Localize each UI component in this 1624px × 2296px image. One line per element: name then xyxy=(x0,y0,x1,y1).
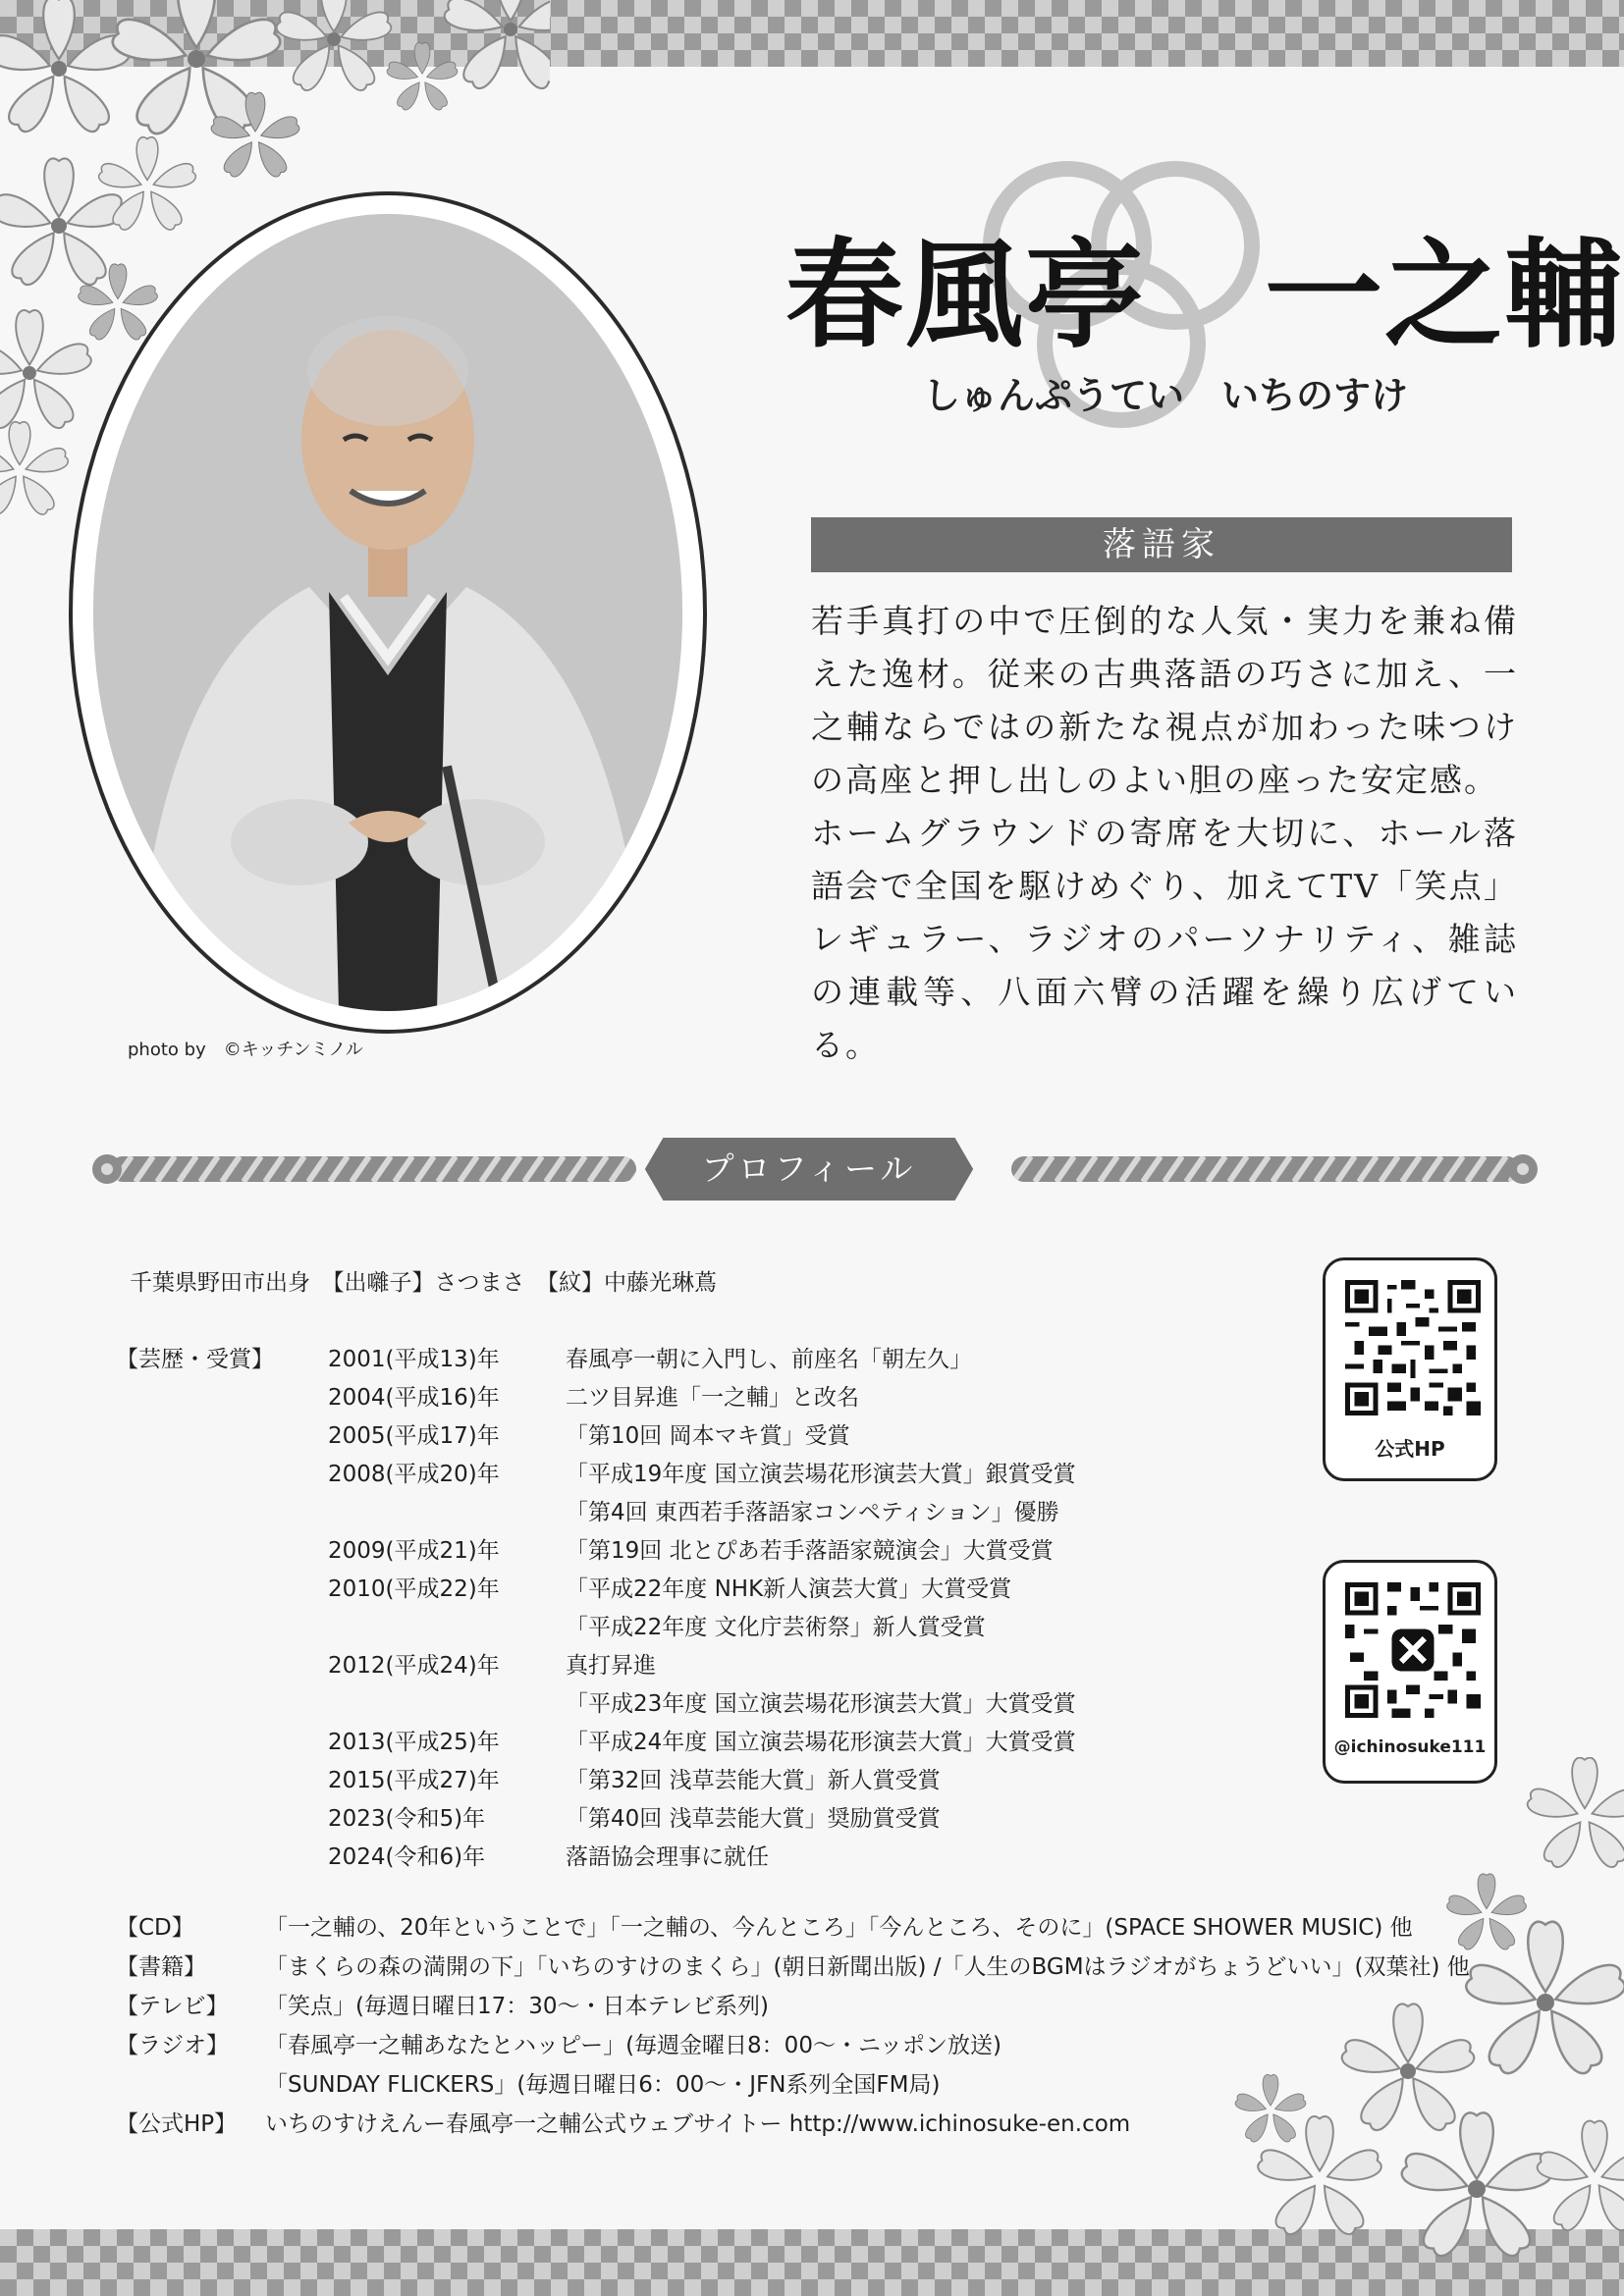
performer-name-reading: しゅんぷうてい いちのすけ xyxy=(923,373,1409,417)
introduction-paragraph: 若手真打の中で圧倒的な人気・実力を兼ね備えた逸材。従来の古典落語の巧さに加え、一之輔ならではの新たな視点が加わった味つけの高座と押し出しのよい胆の座った安定感。 xyxy=(811,602,1518,799)
cherry-blossom-bottom-right-decoration xyxy=(1231,1757,1624,2296)
portrait-photo xyxy=(93,214,682,1011)
qr-code-icon xyxy=(1345,1582,1481,1718)
x-account-qr-caption: @ichinosuke111 xyxy=(1333,1737,1487,1757)
performer-name: 春風亭 一之輔 xyxy=(785,226,1624,364)
profile-heading xyxy=(642,1135,976,1203)
introduction-paragraph: ホームグラウンドの寄席を大切に、ホール落語会で全国を駆けめぐり、加えてTV「笑点」レギュラー、ラジオのパーソナリティ、雑誌の連載等、八面六臂の活躍を繰り広げている。 xyxy=(811,814,1518,1064)
official-site-qr-card[interactable] xyxy=(1323,1257,1497,1481)
rope-divider-right xyxy=(1011,1152,1540,1186)
role-banner: 落語家 xyxy=(811,517,1512,572)
official-site-qr-caption: 公式HP xyxy=(1375,1437,1445,1461)
x-account-qr-card[interactable] xyxy=(1323,1560,1497,1784)
profile-heading-label: プロフィール xyxy=(701,1149,917,1188)
introduction-text xyxy=(811,595,1518,1072)
rope-divider-left xyxy=(90,1152,636,1186)
photo-credit: photo by ©キッチンミノル xyxy=(128,1040,363,1060)
origin-line: 千葉県野田市出身 【出囃子】さつまさ 【紋】中藤光琳蔦 xyxy=(130,1270,717,1296)
career-label: 【芸歴・受賞】 xyxy=(116,1347,274,1372)
qr-code-icon xyxy=(1345,1280,1481,1415)
